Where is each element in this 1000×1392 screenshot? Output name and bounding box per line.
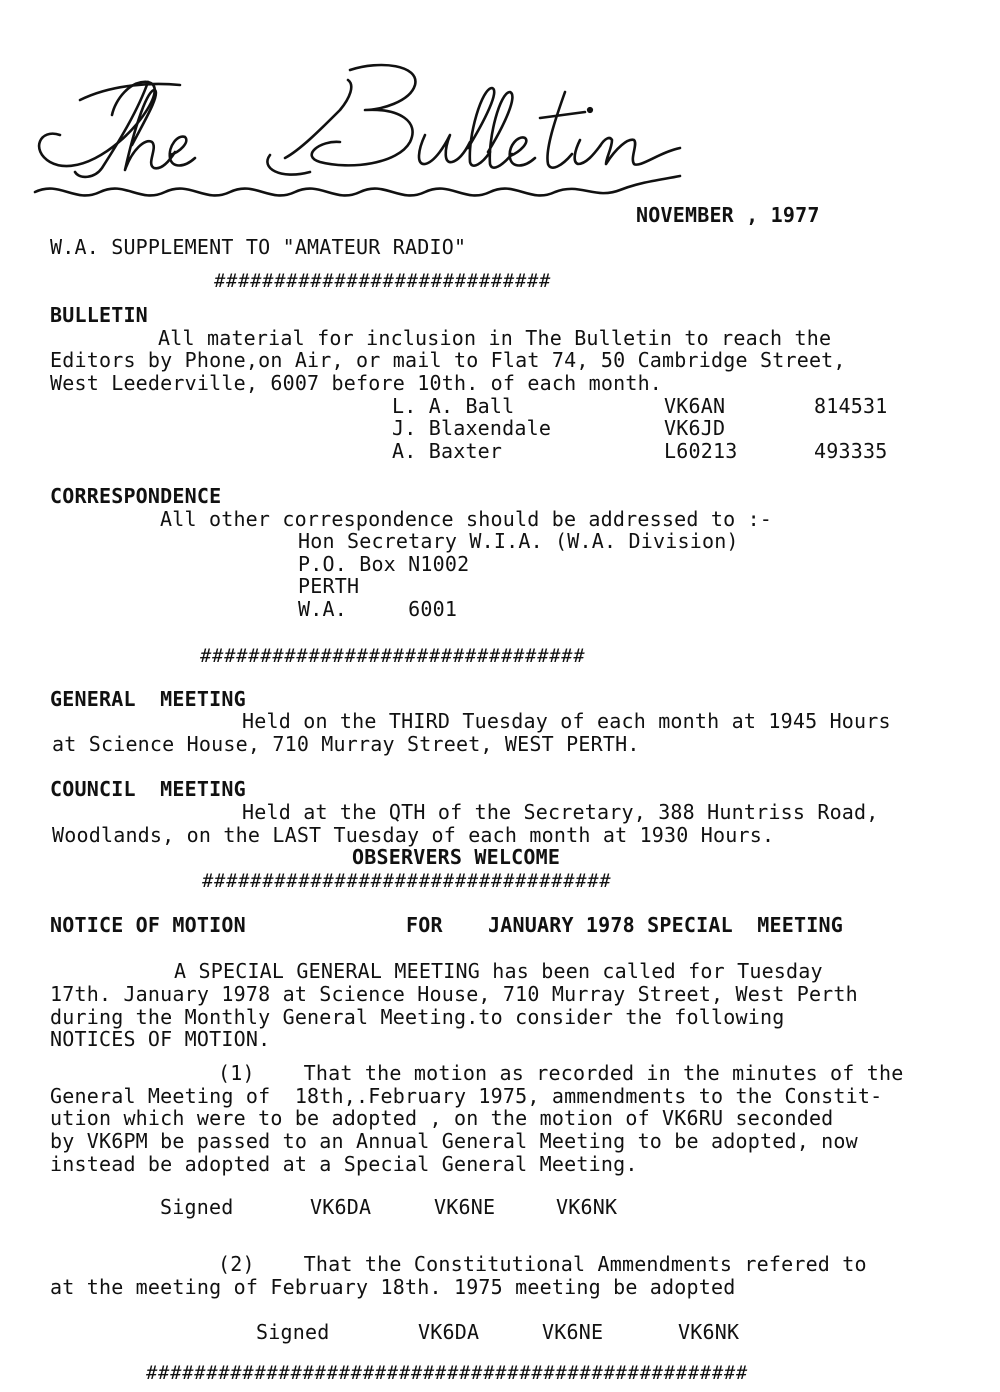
editor-name: L. A. Ball [392,394,515,418]
signed-call: VK6NK [678,1320,740,1344]
notice-paragraph: during the Monthly General Meeting.to consider the following [50,1005,785,1029]
editor-name: J. Blaxendale [392,416,552,440]
section-heading-general-meeting: GENERAL MEETING [50,687,246,711]
signed-call: VK6DA [418,1320,480,1344]
address-line: PERTH [298,574,360,598]
signed-call: VK6NK [556,1195,618,1219]
motion-1-text: ution which were to be adopted , on the motion of VK6RU seconded [50,1106,834,1130]
council-meeting-text: Held at the QTH of the Secretary, 388 Huntriss Road, [242,800,879,824]
motion-1-text: instead be adopted at a Special General Meeting. [50,1152,638,1176]
editor-phone: 814531 [814,394,888,418]
motion-1-text: by VK6PM be passed to an Annual General Meeting to be adopted, now [50,1129,858,1153]
editor-call: VK6JD [664,416,726,440]
address-line: W.A. 6001 [298,597,458,621]
notice-heading-for: FOR [406,913,443,937]
notice-paragraph: NOTICES OF MOTION. [50,1027,271,1051]
issue-date: NOVEMBER , 1977 [636,203,820,227]
editor-call: L60213 [664,439,738,463]
editor-phone: 493335 [814,439,888,463]
notice-heading-meeting: JANUARY 1978 SPECIAL MEETING [488,913,843,937]
signed-call: VK6NE [434,1195,496,1219]
observers-welcome: OBSERVERS WELCOME [352,845,561,869]
motion-1-text: (1) That the motion as recorded in the minutes of the [218,1061,904,1085]
notice-heading: NOTICE OF MOTION [50,913,246,937]
signed-call: VK6DA [310,1195,372,1219]
general-meeting-text: Held on the THIRD Tuesday of each month at 1945 Hours [242,709,891,733]
separator: ############################ [214,270,552,292]
separator: ################################ [200,645,586,667]
general-meeting-text: at Science House, 710 Murray Street, WEST PERTH. [52,732,640,756]
supplement-title: W.A. SUPPLEMENT TO "AMATEUR RADIO" [50,235,467,259]
notice-paragraph: 17th. January 1978 at Science House, 710 Murray Street, West Perth [50,982,858,1006]
editor-name: A. Baxter [392,439,503,463]
separator: ################################################## [146,1362,748,1384]
section-heading-bulletin: BULLETIN [50,303,148,327]
signed-call: VK6NE [542,1320,604,1344]
motion-2-text: (2) That the Constitutional Ammendments refered to [218,1252,867,1276]
motion-1-text: General Meeting of 18th,.February 1975, ammendments to the Constit- [50,1084,883,1108]
signed-label: Signed [256,1320,330,1344]
bulletin-text: All material for inclusion in The Bulletin to reach the [158,326,832,350]
motion-2-text: at the meeting of February 18th. 1975 meeting be adopted [50,1275,736,1299]
address-line: Hon Secretary W.I.A. (W.A. Division) [298,529,739,553]
bulletin-masthead-logo [20,40,700,210]
editor-call: VK6AN [664,394,726,418]
separator: ################################## [202,870,612,892]
council-meeting-text: Woodlands, on the LAST Tuesday of each month at 1930 Hours. [52,823,775,847]
section-heading-council-meeting: COUNCIL MEETING [50,777,246,801]
bulletin-text: West Leederville, 6007 before 10th. of each month. [50,371,663,395]
correspondence-intro: All other correspondence should be addressed to :- [160,507,773,531]
signed-label: Signed [160,1195,234,1219]
notice-paragraph: A SPECIAL GENERAL MEETING has been called for Tuesday [174,959,823,983]
address-line: P.O. Box N1002 [298,552,470,576]
bulletin-text: Editors by Phone,on Air, or mail to Flat 74, 50 Cambridge Street, [50,348,846,372]
section-heading-correspondence: CORRESPONDENCE [50,484,222,508]
